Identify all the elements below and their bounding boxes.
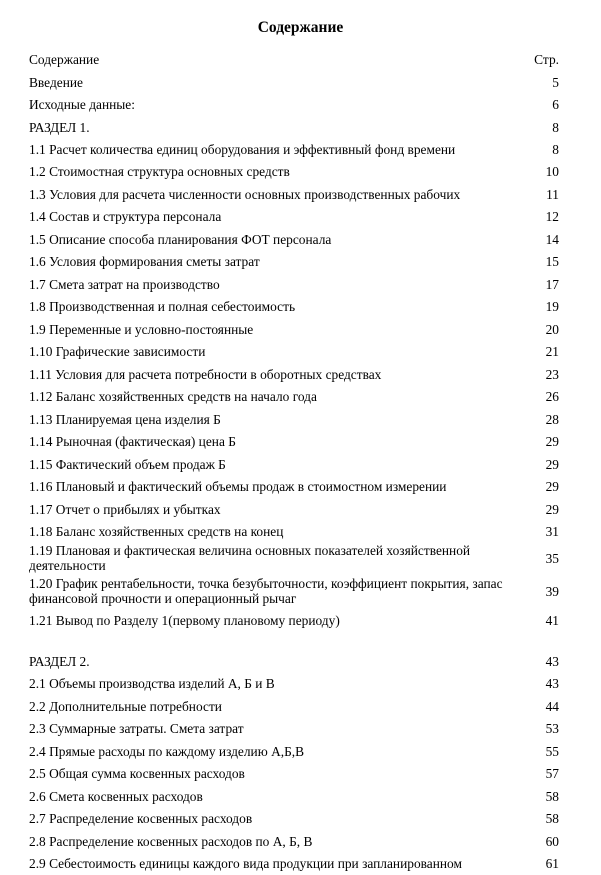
toc-entry-text: 2.7 Распределение косвенных расходов: [29, 811, 253, 826]
toc-entry-page: 10: [545, 164, 559, 179]
toc-entry-page: 5: [552, 75, 559, 90]
toc-entry-page: 29: [545, 479, 559, 494]
toc-entry-text: Введение: [29, 75, 83, 90]
toc-entry-text: 1.11 Условия для расчета потребности в оборотных средствах: [29, 367, 382, 382]
toc-header-label: Содержание: [29, 52, 100, 67]
toc-entry-page: 6: [552, 97, 559, 112]
toc-entry-page: 55: [545, 744, 559, 759]
toc-entry-page: 23: [545, 367, 559, 382]
toc-entry-page: 26: [545, 389, 559, 404]
toc-entry-text: 2.2 Дополнительные потребности: [29, 699, 222, 714]
toc-entry-page: 21: [545, 344, 559, 359]
toc-entry-page: 15: [545, 254, 559, 269]
toc-entry-text: 2.1 Объемы производства изделий А, Б и В: [29, 676, 275, 691]
toc-entry-page: 29: [545, 457, 559, 472]
toc-entry-text: 1.16 Плановый и фактический объемы продаж в стоимостном измерении: [29, 479, 447, 494]
toc-entry-text: 2.3 Суммарные затраты. Смета затрат: [29, 721, 244, 736]
toc-entry-text: 1.5 Описание способа планирования ФОТ персонала: [29, 232, 332, 247]
page-title: Содержание: [257, 19, 344, 36]
toc-entry-page: 39: [545, 584, 559, 599]
toc-entry-text: 2.6 Смета косвенных расходов: [29, 789, 203, 804]
toc-entry-text: 1.18 Баланс хозяйственных средств на конец: [29, 524, 284, 539]
toc-header-page-label: Стр.: [534, 52, 559, 67]
toc-entry-page: 20: [545, 322, 559, 337]
toc-entry-text: 1.10 Графические зависимости: [29, 344, 206, 359]
toc-entry-page: 31: [545, 524, 559, 539]
toc-entry-text: 1.2 Стоимостная структура основных средств: [29, 164, 290, 179]
toc-entry-text: 1.20 График рентабельности, точка безубыточности, коэффициент покрытия, запас финансовой прочности и операционный рычаг: [29, 576, 503, 606]
toc-entry-page: 35: [545, 551, 559, 566]
toc-entry-text: 1.13 Планируемая цена изделия Б: [29, 412, 221, 427]
toc-entry-page: 60: [545, 834, 559, 849]
toc-entry-page: 12: [545, 209, 559, 224]
toc-entry-page: 61: [545, 856, 559, 871]
toc-entry-text: 1.17 Отчет о прибылях и убытках: [29, 502, 221, 517]
toc-entry-text: 1.4 Состав и структура персонала: [29, 209, 222, 224]
toc-entry-text: 1.9 Переменные и условно-постоянные: [29, 322, 254, 337]
toc-entry-text: 1.8 Производственная и полная себестоимость: [29, 299, 296, 314]
toc-entry-page: 29: [545, 434, 559, 449]
toc-entry-text: 1.12 Баланс хозяйственных средств на начало года: [29, 389, 317, 404]
toc-entry-text: 1.19 Плановая и фактическая величина основных показателей хозяйственной деятельности: [29, 543, 471, 573]
toc-entry-page: 8: [552, 120, 559, 135]
toc-entry-page: 14: [545, 232, 559, 247]
toc-entry-text: РАЗДЕЛ 1.: [29, 120, 90, 135]
toc-entry-text: 2.8 Распределение косвенных расходов по А, Б, В: [29, 834, 313, 849]
toc-entry-page: 8: [552, 142, 559, 157]
toc-entry-text: 2.4 Прямые расходы по каждому изделию А,Б,В: [29, 744, 305, 759]
toc-entry-page: 53: [545, 721, 559, 736]
toc-entry-text: 2.9 Себестоимость единицы каждого вида продукции при запланированном: [29, 856, 462, 871]
toc-entry-text: 1.7 Смета затрат на производство: [29, 277, 220, 292]
toc-entry-text: 1.6 Условия формирования сметы затрат: [29, 254, 260, 269]
toc-entry-page: 29: [545, 502, 559, 517]
toc-entry-page: 28: [545, 412, 559, 427]
toc-entry-page: 11: [546, 187, 559, 202]
toc-entry-text: 1.1 Расчет количества единиц оборудования и эффективный фонд времени: [29, 142, 456, 157]
toc-entry-text: 2.5 Общая сумма косвенных расходов: [29, 766, 245, 781]
toc-entry-text: 1.15 Фактический объем продаж Б: [29, 457, 226, 472]
toc-entry-text: РАЗДЕЛ 2.: [29, 654, 90, 669]
toc-entry-text: 1.21 Вывод по Разделу 1(первому плановому периоду): [29, 613, 340, 628]
toc-entry-page: 43: [545, 654, 559, 669]
toc-entry-page: 41: [545, 613, 559, 628]
toc-entry-page: 17: [545, 277, 559, 292]
toc-entry-page: 58: [545, 811, 559, 826]
toc-entry-page: 58: [545, 789, 559, 804]
toc-entry-page: 19: [545, 299, 559, 314]
toc-entry-page: 57: [545, 766, 559, 781]
toc-entry-page: 43: [545, 676, 559, 691]
toc-entry-text: 1.14 Рыночная (фактическая) цена Б: [29, 434, 236, 449]
toc-entry-text: 1.3 Условия для расчета численности основных производственных рабочих: [29, 187, 461, 202]
toc-entry-page: 44: [545, 699, 559, 714]
toc-entry-text: Исходные данные:: [29, 97, 135, 112]
